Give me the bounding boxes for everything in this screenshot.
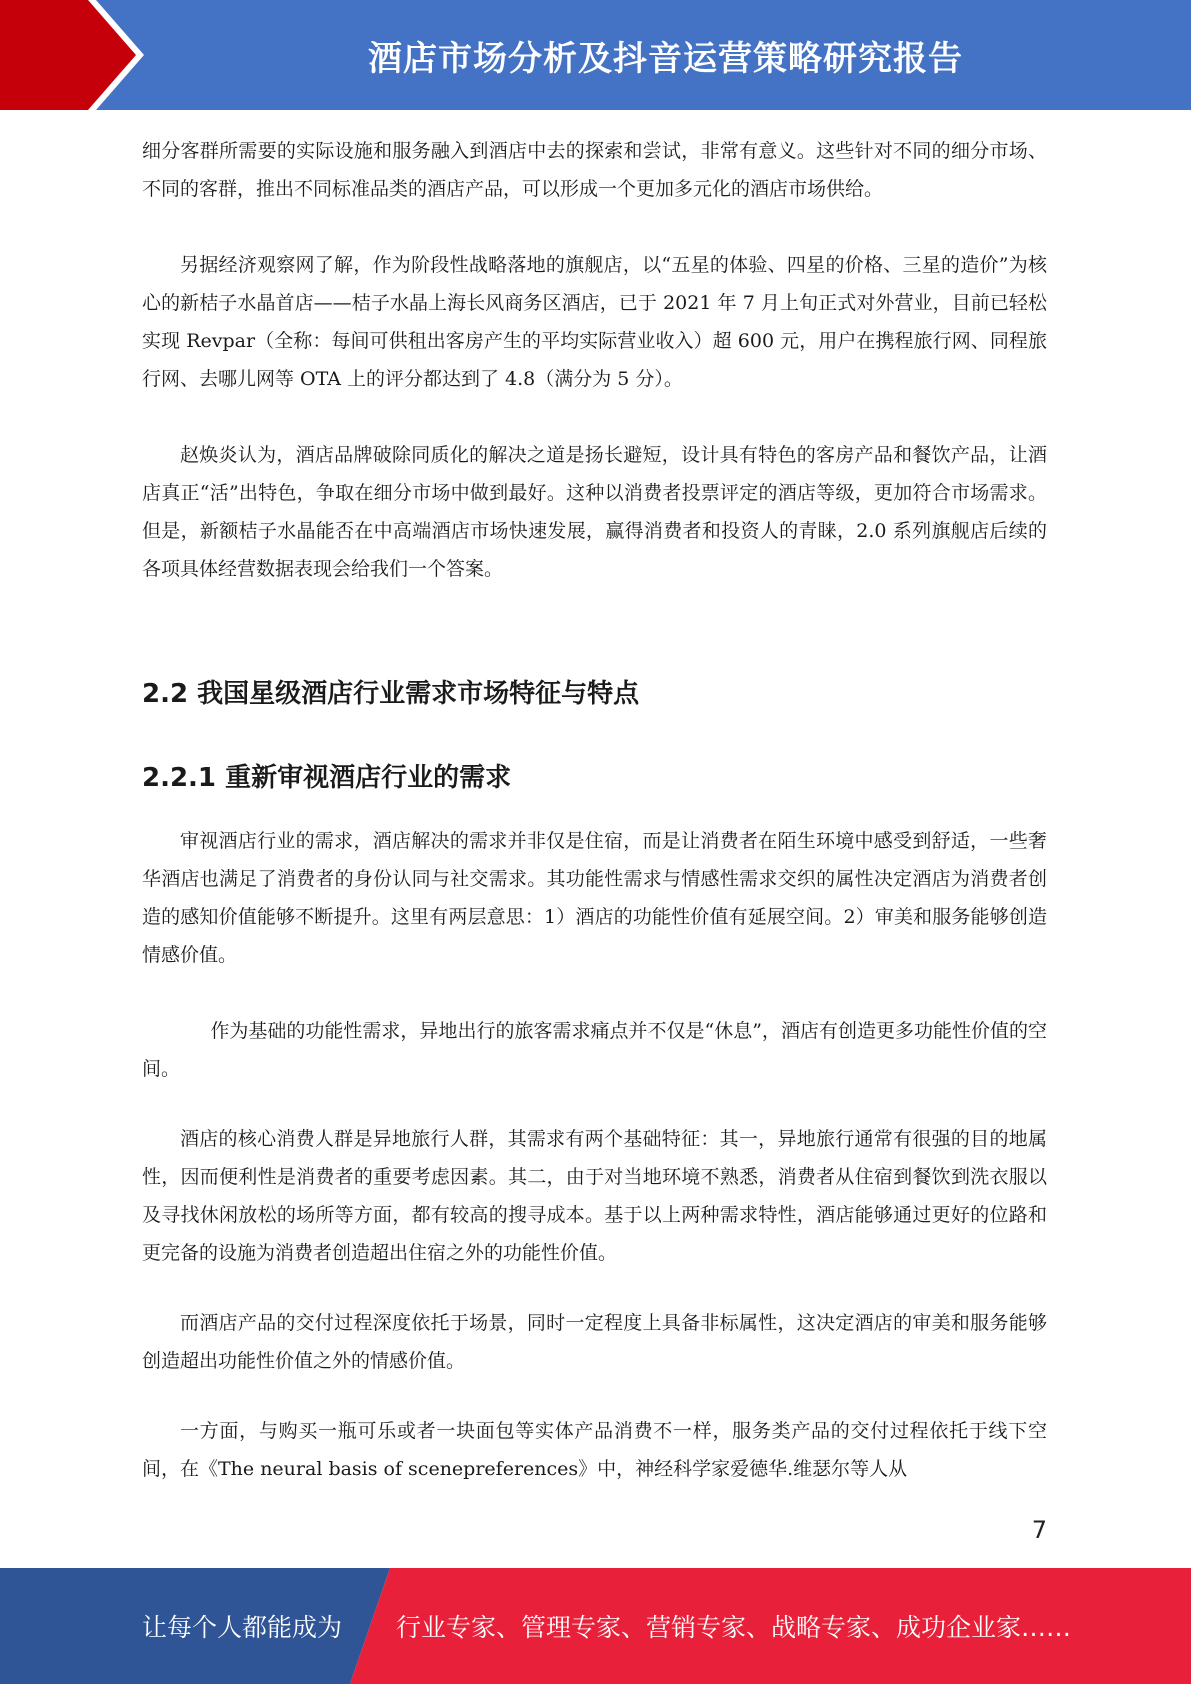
page-number: 7 [1031,1516,1047,1544]
paragraph: 细分客群所需要的实际设施和服务融入到酒店中去的探索和尝试，非常有意义。这些针对不同的细分市场、不同的客群，推出不同标准品类的酒店产品，可以形成一个更加多元化的酒店市场供给。 [142,140,1047,200]
paragraph: 另据经济观察网了解，作为阶段性战略落地的旗舰店，以“五星的体验、四星的价格、三星的造价”为核心的新桔子水晶首店——桔子水晶上海长风商务区酒店，已于 2021 年 7 月上旬正式对外营业，目前已轻松实现 Revpar（全称：每间可供租出客房产生的平均实际营业收入）超 600 元，用户在携程旅行网、同程旅行网、去哪儿网等 OTA 上的评分都达到了 4.8（满分为 5 分）。 [142,254,1047,390]
page-header [0,0,1191,110]
footer-slogan-left: 让每个人都能成为 [142,1613,343,1642]
header-arrow-decoration [0,0,160,110]
document-body [142,132,1047,1488]
subsection-heading: 2.2.1 重新审视酒店行业的需求 [142,763,512,793]
paragraph: 作为基础的功能性需求，异地出行的旅客需求痛点并不仅是“休息”，酒店有创造更多功能性价值的空间。 [142,1020,1047,1080]
section-heading: 2.2 我国星级酒店行业需求市场特征与特点 [142,679,640,709]
paragraph: 赵焕炎认为，酒店品牌破除同质化的解决之道是扬长避短，设计具有特色的客房产品和餐饮产品，让酒店真正“活”出特色，争取在细分市场中做到最好。这种以消费者投票评定的酒店等级，更加符合市场需求。但是，新额桔子水晶能否在中高端酒店市场快速发展，赢得消费者和投资人的青睐，2.0 系列旗舰店后续的各项具体经营数据表现会给我们一个答案。 [142,444,1047,580]
paragraph: 一方面，与购买一瓶可乐或者一块面包等实体产品消费不一样，服务类产品的交付过程依托于线下空间，在《The neural basis of scenepreferences》中，神经科学家爱德华.维瑟尔等人从 [142,1420,1047,1480]
paragraph: 酒店的核心消费人群是异地旅行人群，其需求有两个基础特征：其一，异地旅行通常有很强的目的地属性，因而便利性是消费者的重要考虑因素。其二，由于对当地环境不熟悉，消费者从住宿到餐饮到洗衣服以及寻找休闲放松的场所等方面，都有较高的搜寻成本。基于以上两种需求特性，酒店能够通过更好的位路和更完备的设施为消费者创造超出住宿之外的功能性价值。 [142,1128,1047,1264]
paragraph: 而酒店产品的交付过程深度依托于场景，同时一定程度上具备非标属性，这决定酒店的审美和服务能够创造超出功能性价值之外的情感价值。 [142,1312,1047,1372]
footer-slogan-right: 行业专家、管理专家、营销专家、战略专家、成功企业家…… [396,1613,1072,1642]
paragraph: 审视酒店行业的需求，酒店解决的需求并非仅是住宿，而是让消费者在陌生环境中感受到舒适，一些奢华酒店也满足了消费者的身份认同与社交需求。其功能性需求与情感性需求交织的属性决定酒店为消费者创造的感知价值能够不断提升。这里有两层意思：1）酒店的功能性价值有延展空间。2）审美和服务能够创造情感价值。 [142,830,1047,966]
report-title: 酒店市场分析及抖音运营策略研究报告 [368,38,963,79]
page-footer [0,1568,1191,1684]
